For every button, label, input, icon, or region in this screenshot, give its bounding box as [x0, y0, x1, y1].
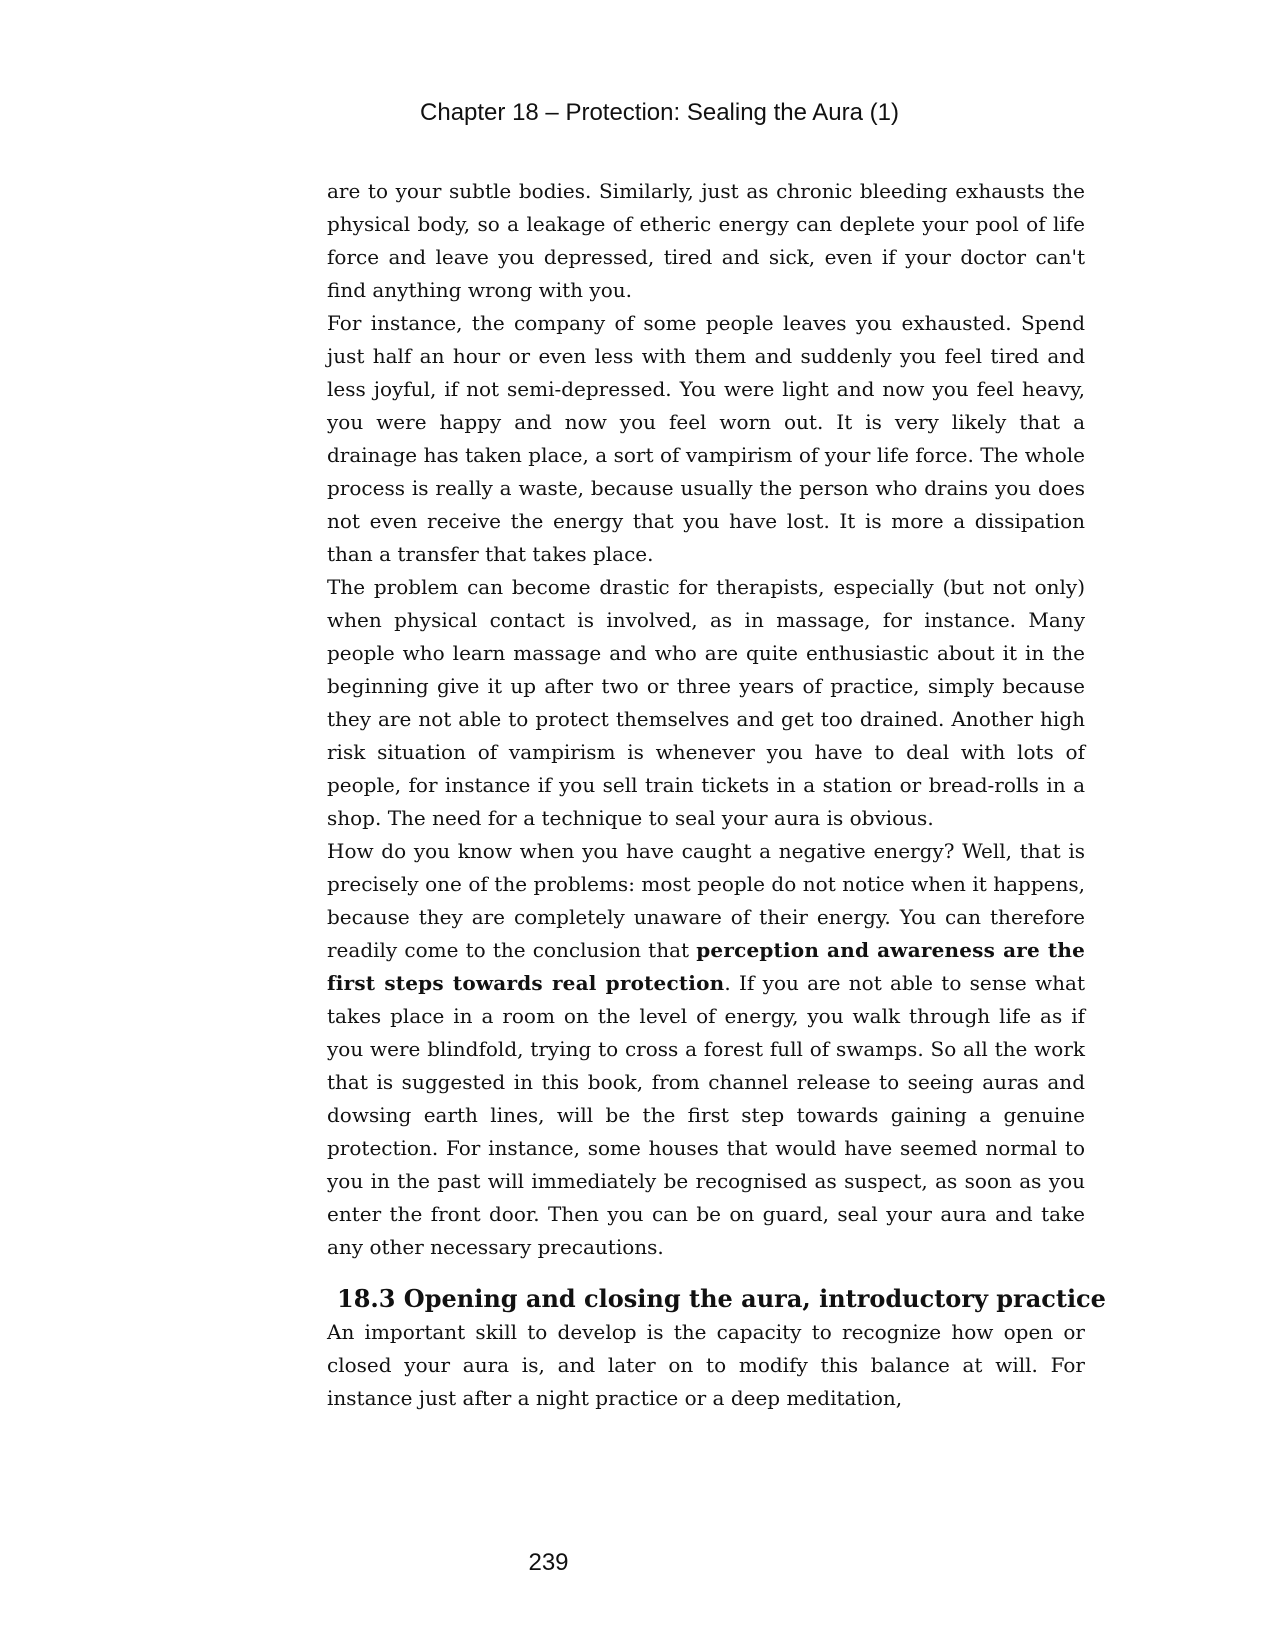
paragraph: For instance, the company of some people leaves you exhausted. Spend just half an hour or even less with them and suddenly you feel tired and less joyful, if not semi-depressed. You were light and now you feel heavy, you were happy and now you feel worn out. It is very likely that a drainage has taken place, a sort of vampirism of your life force. The whole process is really a waste, because usually the person who drains you does not even receive the energy that you have lost. It is more a dissipation than a transfer that takes place. [327, 311, 1085, 566]
paragraph: are to your subtle bodies. Similarly, just as chronic bleeding exhausts the physical body, so a leakage of etheric energy can deplete your pool of life force and leave you depressed, tired and sick, even if your doctor can't find anything wrong with you. [327, 179, 1085, 302]
running-header: Chapter 18 – Protection: Sealing the Aura (1) [420, 99, 899, 126]
page-number: 239 [528, 1549, 569, 1576]
paragraph: An important skill to develop is the capacity to recognize how open or closed your aura is, and later on to modify this balance at will. For instance just after a night practice or a deep meditation, [327, 1320, 1085, 1410]
paragraph-text: . If you are not able to sense what takes place in a room on the level of energy, you walk through life as if you were blindfold, trying to cross a forest full of swamps. So all the work that is suggested in this book, from channel release to seeing auras and dowsing earth lines, will be the first step towards gaining a genuine protection. For instance, some houses that would have seemed normal to you in the past will immediately be recognised as suspect, as soon as you enter the front door. Then you can be on guard, seal your aura and take any other necessary precautions. [327, 971, 1085, 1259]
main-text [327, 175, 1106, 1415]
section-heading: 18.3 Opening and closing the aura, introductory practice [337, 1284, 1106, 1313]
paragraph [327, 835, 1085, 1264]
paragraph: The problem can become drastic for therapists, especially (but not only) when physical contact is involved, as in massage, for instance. Many people who learn massage and who are quite enthusiastic about it in the beginning give it up after two or three years of practice, simply because they are not able to protect themselves and get too drained. Another high risk situation of vampirism is whenever you have to deal with lots of people, for instance if you sell train tickets in a station or bread-rolls in a shop. The need for a technique to seal your aura is obvious. [327, 575, 1085, 830]
paragraph-text: How do you know when you have caught a negative energy? Well, that is precisely one of the problems: most people do not notice when it happens, because they are completely unaware of their energy. You can therefore readily come to the conclusion that [327, 839, 1085, 962]
emphasis-text: perception and awareness are the first steps towards real protection [327, 938, 1085, 995]
